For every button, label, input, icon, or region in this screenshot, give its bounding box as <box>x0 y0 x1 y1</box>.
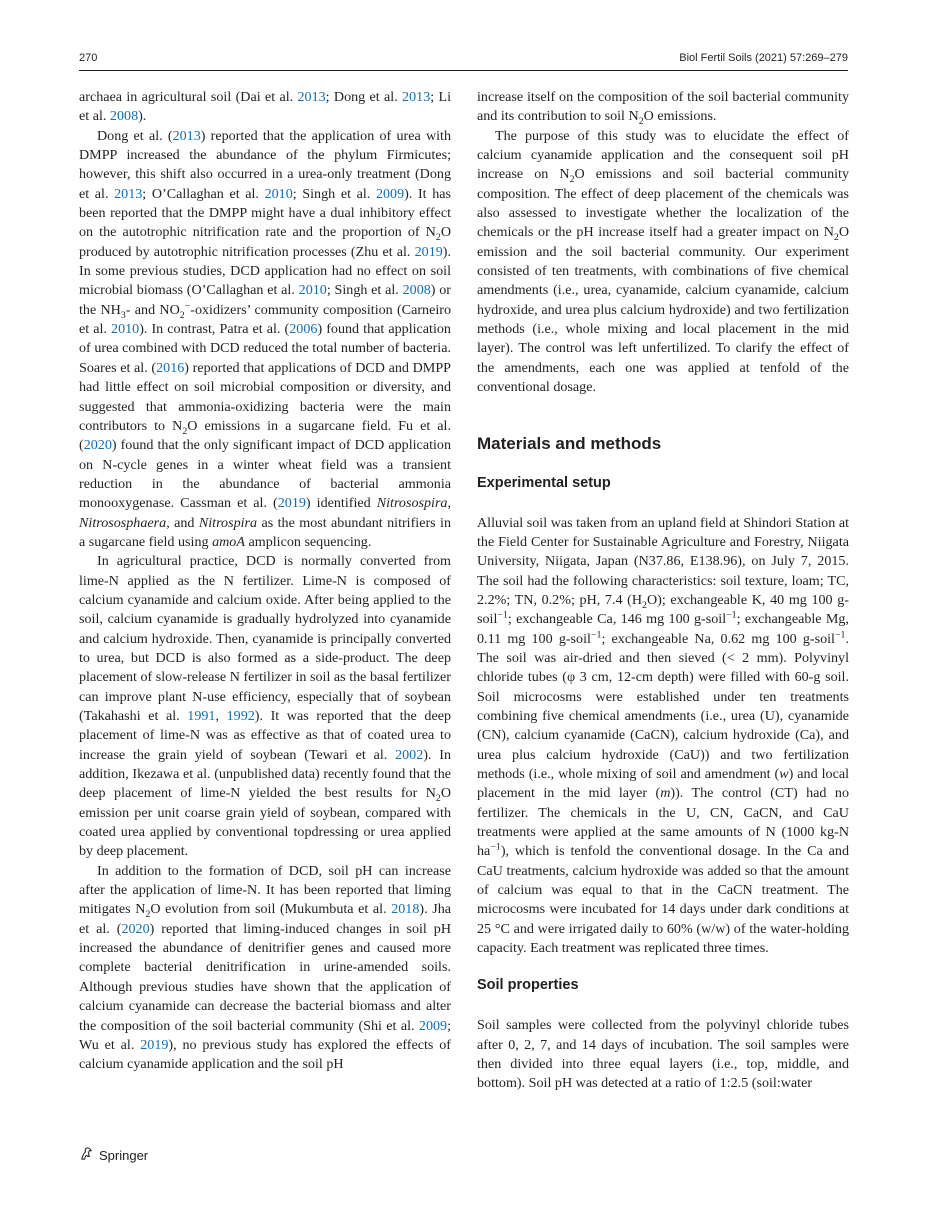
publisher-name: Springer <box>99 1147 149 1163</box>
springer-horse-icon <box>79 1146 94 1164</box>
citation-link[interactable]: 2009 <box>418 1017 448 1034</box>
paragraph: The purpose of this study was to elucidate the effect of calcium cyanamide application and the consequent soil pH increase on $N_2O$ emissions and soil bacterial community composition. The effect of deep placement of the chemicals was also assessed to investigate whether the localization of the chemicals or the pH increase itself had a greater impact on $N_2O$ emission and the soil bacterial community. Our experiment consisted of ten treatments, with combinations of five chemical amendments (i.e., urea, cyanamide, calcium cyanamide, calcium hydroxide, and urea plus calcium hydroxide) and two fertilization methods (i.e., whole mixing and local placement in the mid layer). The control was left unfertilized. To clarify the effect of the amendments, each one was applied at tenfold of the conventional dosage. <box>477 127 849 396</box>
paragraph: Alluvial soil was taken from an upland field at Shindori Station at the Field Center for Sustainable Agriculture and Forestry, Niigata University, Niigata, Japan (N37.86, E138.96), on July 7, 2015. The soil had the following characteristics: soil texture, loam; TC, 2.2%; TN, 0.2%; pH, 7.4 $(H_2O)$; exchangeable K, 40 mg 100 g-soil$^{-1}$; exchangeable Ca, 146 mg 100 g-soil$^{-1}$; exchangeable Mg, 0.11 mg 100 g-soil$^{-1}$; exchangeable Na, 0.62 mg 100 g-soil$^{-1}$. The soil was air-dried and then sieved (< 2 mm). Polyvinyl chloride tubes (φ 3 cm, 12-cm depth) were filled with 60-g soil. Soil microcosms were established under ten treatments combining five chemical amendments (i.e., urea (U), cyanamide (CN), calcium cyanamide (CaCN), calcium hydroxide (Ca), and urea plus calcium hydroxide (CaU)) and two fertilization methods (i.e., whole mixing of soil and amendment (w) and local placement in the mid layer (m)). The control (CT) had no fertilizer. The chemicals in the U, CN, CaCN, and CaU treatments were applied at the same amounts of N (1000 kg-N $ha^{-1}$), which is tenfold the conventional dosage. In the Ca and CaU treatments, calcium hydroxide was added so that the amount of calcium was equal to that in the CaCN treatment. The microcosms were incubated for 14 days under dark conditions at 25 °C and were irrigated daily to 60% (w/w) of the water-holding capacity. Each treatment was replicated three times. <box>477 514 849 957</box>
right-column <box>477 88 849 1094</box>
left-column <box>79 88 451 1075</box>
paragraph: Soil samples were collected from the polyvinyl chloride tubes after 0, 2, 7, and 14 days of incubation. The soil samples were then divided into three equal layers (i.e., top, middle, and bottom). Soil pH was detected at a ratio of 1:2.5 (soil:water <box>477 1017 849 1092</box>
paragraph: increase itself on the composition of the soil bacterial community and its contribution to soil $N_2O$ emissions. <box>477 89 849 128</box>
subsection-heading: Experimental setup <box>477 474 611 491</box>
paragraph: In agricultural practice, DCD is normally converted from lime-N applied as the N fertilizer. Lime-N is composed of calcium cyanamide and calcium oxide. After being applied to the soil, calcium cyanamide is gradually hydrolyzed into cyanamide and calcium hydroxide. Then, cyanamide is principally converted to urea, but DCD is also formed as a side-product. The deep placement of slow-release N fertilizer in soil as the basal fertilizer can improve plant N-use efficiency, especially that of soybean (Takahashi et al. 1991, 1992). It was reported that the deep placement of lime-N was as effective as that of coated urea to increase the grain yield of soybean (Tewari et al. 2002). In addition, Ikezawa et al. (unpublished data) recently found that the deep placement of lime-N yielded the best results for $N_2O$ emission per unit coarse grain yield of soybean, compared with coated urea applied by conventional topdressing or urea applied by deep placement. <box>79 553 452 860</box>
running-header: Biol Fertil Soils (2021) 57:269–279 <box>679 52 848 64</box>
citation-link[interactable]: 1992 <box>226 708 255 724</box>
paragraph: In addition to the formation of DCD, soil pH can increase after the application of lime-N. It has been reported that liming mitigates $N_2O$ evolution from soil (Mukumbuta et al. 2018). Jha et al. (2020) reported that liming-induced changes in soil pH increased the abundance of denitrifier genes and caused more complete bacterial denitrification in urine-amended soils. Although previous studies have shown that the application of calcium cyanamide can decrease the bacterial biomass and alter the composition of the soil bacterial community (Shi et al. 2009; Wu et al. 2019), no previous study has explored the effects of calcium cyanamide application and the soil pH <box>79 862 452 1073</box>
citation-link[interactable]: 2002 <box>395 746 424 763</box>
citation-link[interactable]: 2020 <box>83 437 112 454</box>
citation-link[interactable]: 2016 <box>156 359 185 376</box>
citation-link[interactable]: 2008 <box>402 282 431 299</box>
citation-link[interactable]: 2013 <box>172 127 201 144</box>
citation-link[interactable]: 2013 <box>114 185 143 202</box>
citation-link[interactable]: 2018 <box>391 901 420 918</box>
citation-link[interactable]: 2019 <box>414 243 443 260</box>
citation-link[interactable]: 2013 <box>402 89 431 105</box>
footer <box>79 1146 148 1164</box>
citation-link[interactable]: 2010 <box>264 185 293 202</box>
citation-link[interactable]: 2006 <box>289 321 318 338</box>
page-number: 270 <box>79 52 98 64</box>
paragraph: archaea in agricultural soil (Dai et al. 2013; Dong et al. 2013; Li et al. 2008). <box>79 89 451 125</box>
paragraph: Dong et al. (2013) reported that the application of urea with DMPP increased the abundance of the phylum Firmicutes; however, this shift also occurred in a urea-only treatment (Dong et al. 2013; O’Callaghan et al. 2010; Singh et al. 2009). It has been reported that the DMPP might have a dual inhibitory effect on the autotrophic nitrification rate and the proportion of $N_2O$ produced by autotrophic nitrification processes (Zhu et al. 2019). In some previous studies, DCD application had no effect on soil microbial biomass (O’Callaghan et al. 2010; Singh et al. 2008) or the $NH_3-$ and $NO_2^-$-oxidizers’ community composition (Carneiro et al. 2010). In contrast, Patra et al. (2006) found that application of urea combined with DCD reduced the total number of bacteria. Soares et al. (2016) reported that applications of DCD and DMPP had little effect on soil microbial composition or diversity, and suggested that ammonia-oxidizing bacteria were the main contributors to $N_2O$ emissions in a sugarcane field. Fu et al. (2020) found that the only significant impact of DCD application on N-cycle genes in a winter wheat field was a transient reduction in the abundance of bacterial ammonia monooxygenase. Cassman et al. (2019) identified Nitrosospira, Nitrososphaera, and Nitrospira as the most abundant nitrifiers in a sugarcane field using amoA amplicon sequencing. <box>79 127 452 550</box>
citation-link[interactable]: 2019 <box>140 1036 169 1053</box>
citation-link[interactable]: 2020 <box>121 920 150 937</box>
citation-link[interactable]: 2010 <box>298 282 327 299</box>
section-heading: Materials and methods <box>477 433 662 453</box>
citation-link[interactable]: 1991 <box>187 708 216 724</box>
subsection-heading: Soil properties <box>477 977 579 994</box>
citation-link[interactable]: 2013 <box>297 89 326 105</box>
header-rule <box>79 70 848 71</box>
citation-link[interactable]: 2009 <box>375 185 405 202</box>
citation-link[interactable]: 2010 <box>111 321 140 338</box>
citation-link[interactable]: 2019 <box>277 495 306 512</box>
citation-link[interactable]: 2008 <box>109 108 139 125</box>
